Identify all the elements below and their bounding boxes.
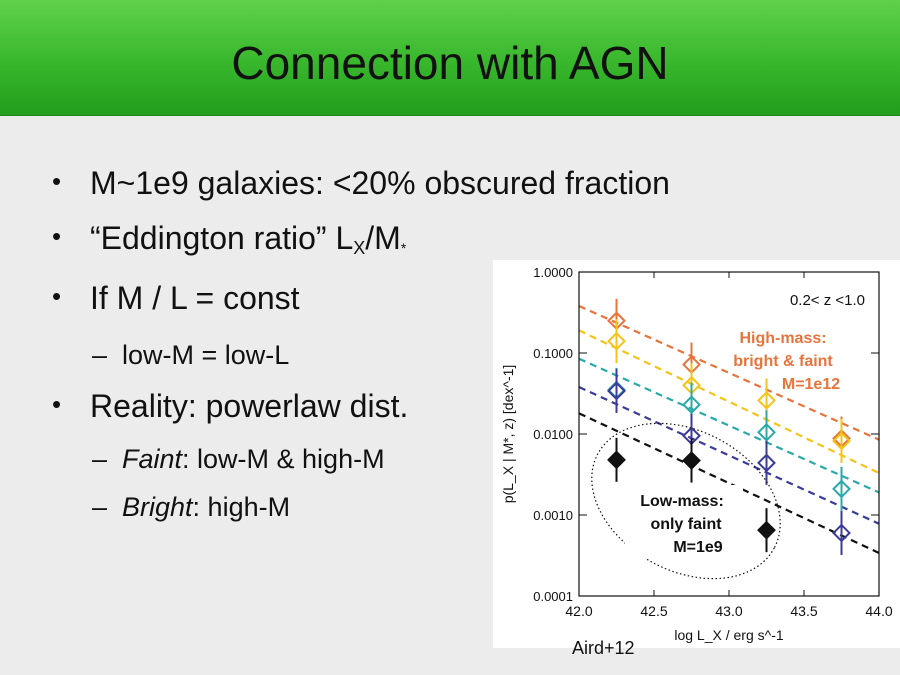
bullet-powerlaw [52,388,408,425]
y-tick-label: 0.1000 [533,346,573,361]
dash-glyph: – [92,444,108,474]
bullet-glyph: • [52,166,62,196]
y-tick-label: 0.0010 [533,508,573,523]
bullet-glyph: • [52,221,62,251]
data-point [684,453,700,469]
subscript-star: * [400,240,407,256]
y-tick-label: 0.0001 [533,589,573,604]
bullet-text: Reality: powerlaw dist. [90,388,409,424]
bullet-text: M~1e9 galaxies: <20% obscured fraction [90,165,670,201]
sub-bullet-faint [92,444,385,475]
subscript-x: X [353,238,366,258]
x-tick-label: 43.5 [790,603,818,619]
x-tick-label: 44.0 [865,603,893,619]
bullet-ml-const [52,280,300,317]
x-tick-label: 42.0 [565,603,593,619]
sub-bullet-em: Faint [122,444,183,474]
data-point [609,452,625,468]
y-tick-label: 0.0100 [533,427,573,442]
annotation-high-mass-value: M=1e12 [781,376,841,393]
chart-panel [493,260,900,648]
sub-bullet-text: : high-M [192,492,291,522]
slide-title: Connection with AGN [231,37,669,89]
annotation-low-mass-desc: only faint [650,516,722,533]
axes [533,265,893,619]
data-point [759,522,775,538]
fit-line [579,306,879,440]
sub-bullet-text: low-M = low-L [122,340,290,370]
luminosity-distribution-chart [493,260,900,648]
sub-bullet-bright [92,492,290,523]
bullet-text: If M / L = const [90,280,300,316]
sub-bullet-text: : low-M & high-M [182,444,385,474]
annotation-low-mass-value: M=1e9 [673,539,723,556]
bullet-obscured-fraction [52,165,670,202]
annotation-high-mass: High-mass: [739,330,827,347]
chart-title: 0.2< z <1.0 [789,292,865,309]
citation-credit: Aird+12 [572,638,635,658]
bullet-glyph: • [52,389,62,419]
fit-line [579,330,879,473]
annotation-low-mass: Low-mass: [640,493,724,510]
y-axis-label: p(L_X | M*, z) [dex^-1] [500,364,516,504]
bullet-text-mid: /M [365,220,401,256]
annotation-high-mass-desc: bright & faint [733,353,833,370]
bullet-glyph: • [52,281,62,311]
bullet-eddington-ratio [52,220,406,259]
dash-glyph: – [92,340,108,370]
x-tick-label: 42.5 [640,603,668,619]
dash-glyph: – [92,492,108,522]
x-tick-label: 43.0 [715,603,743,619]
bullet-text: “Eddington ratio” L [90,220,354,256]
sub-bullet-low-m [92,340,289,371]
sub-bullet-em: Bright [122,492,193,522]
y-tick-label: 1.0000 [533,265,573,280]
x-axis-label: log L_X / erg s^-1 [674,627,784,643]
